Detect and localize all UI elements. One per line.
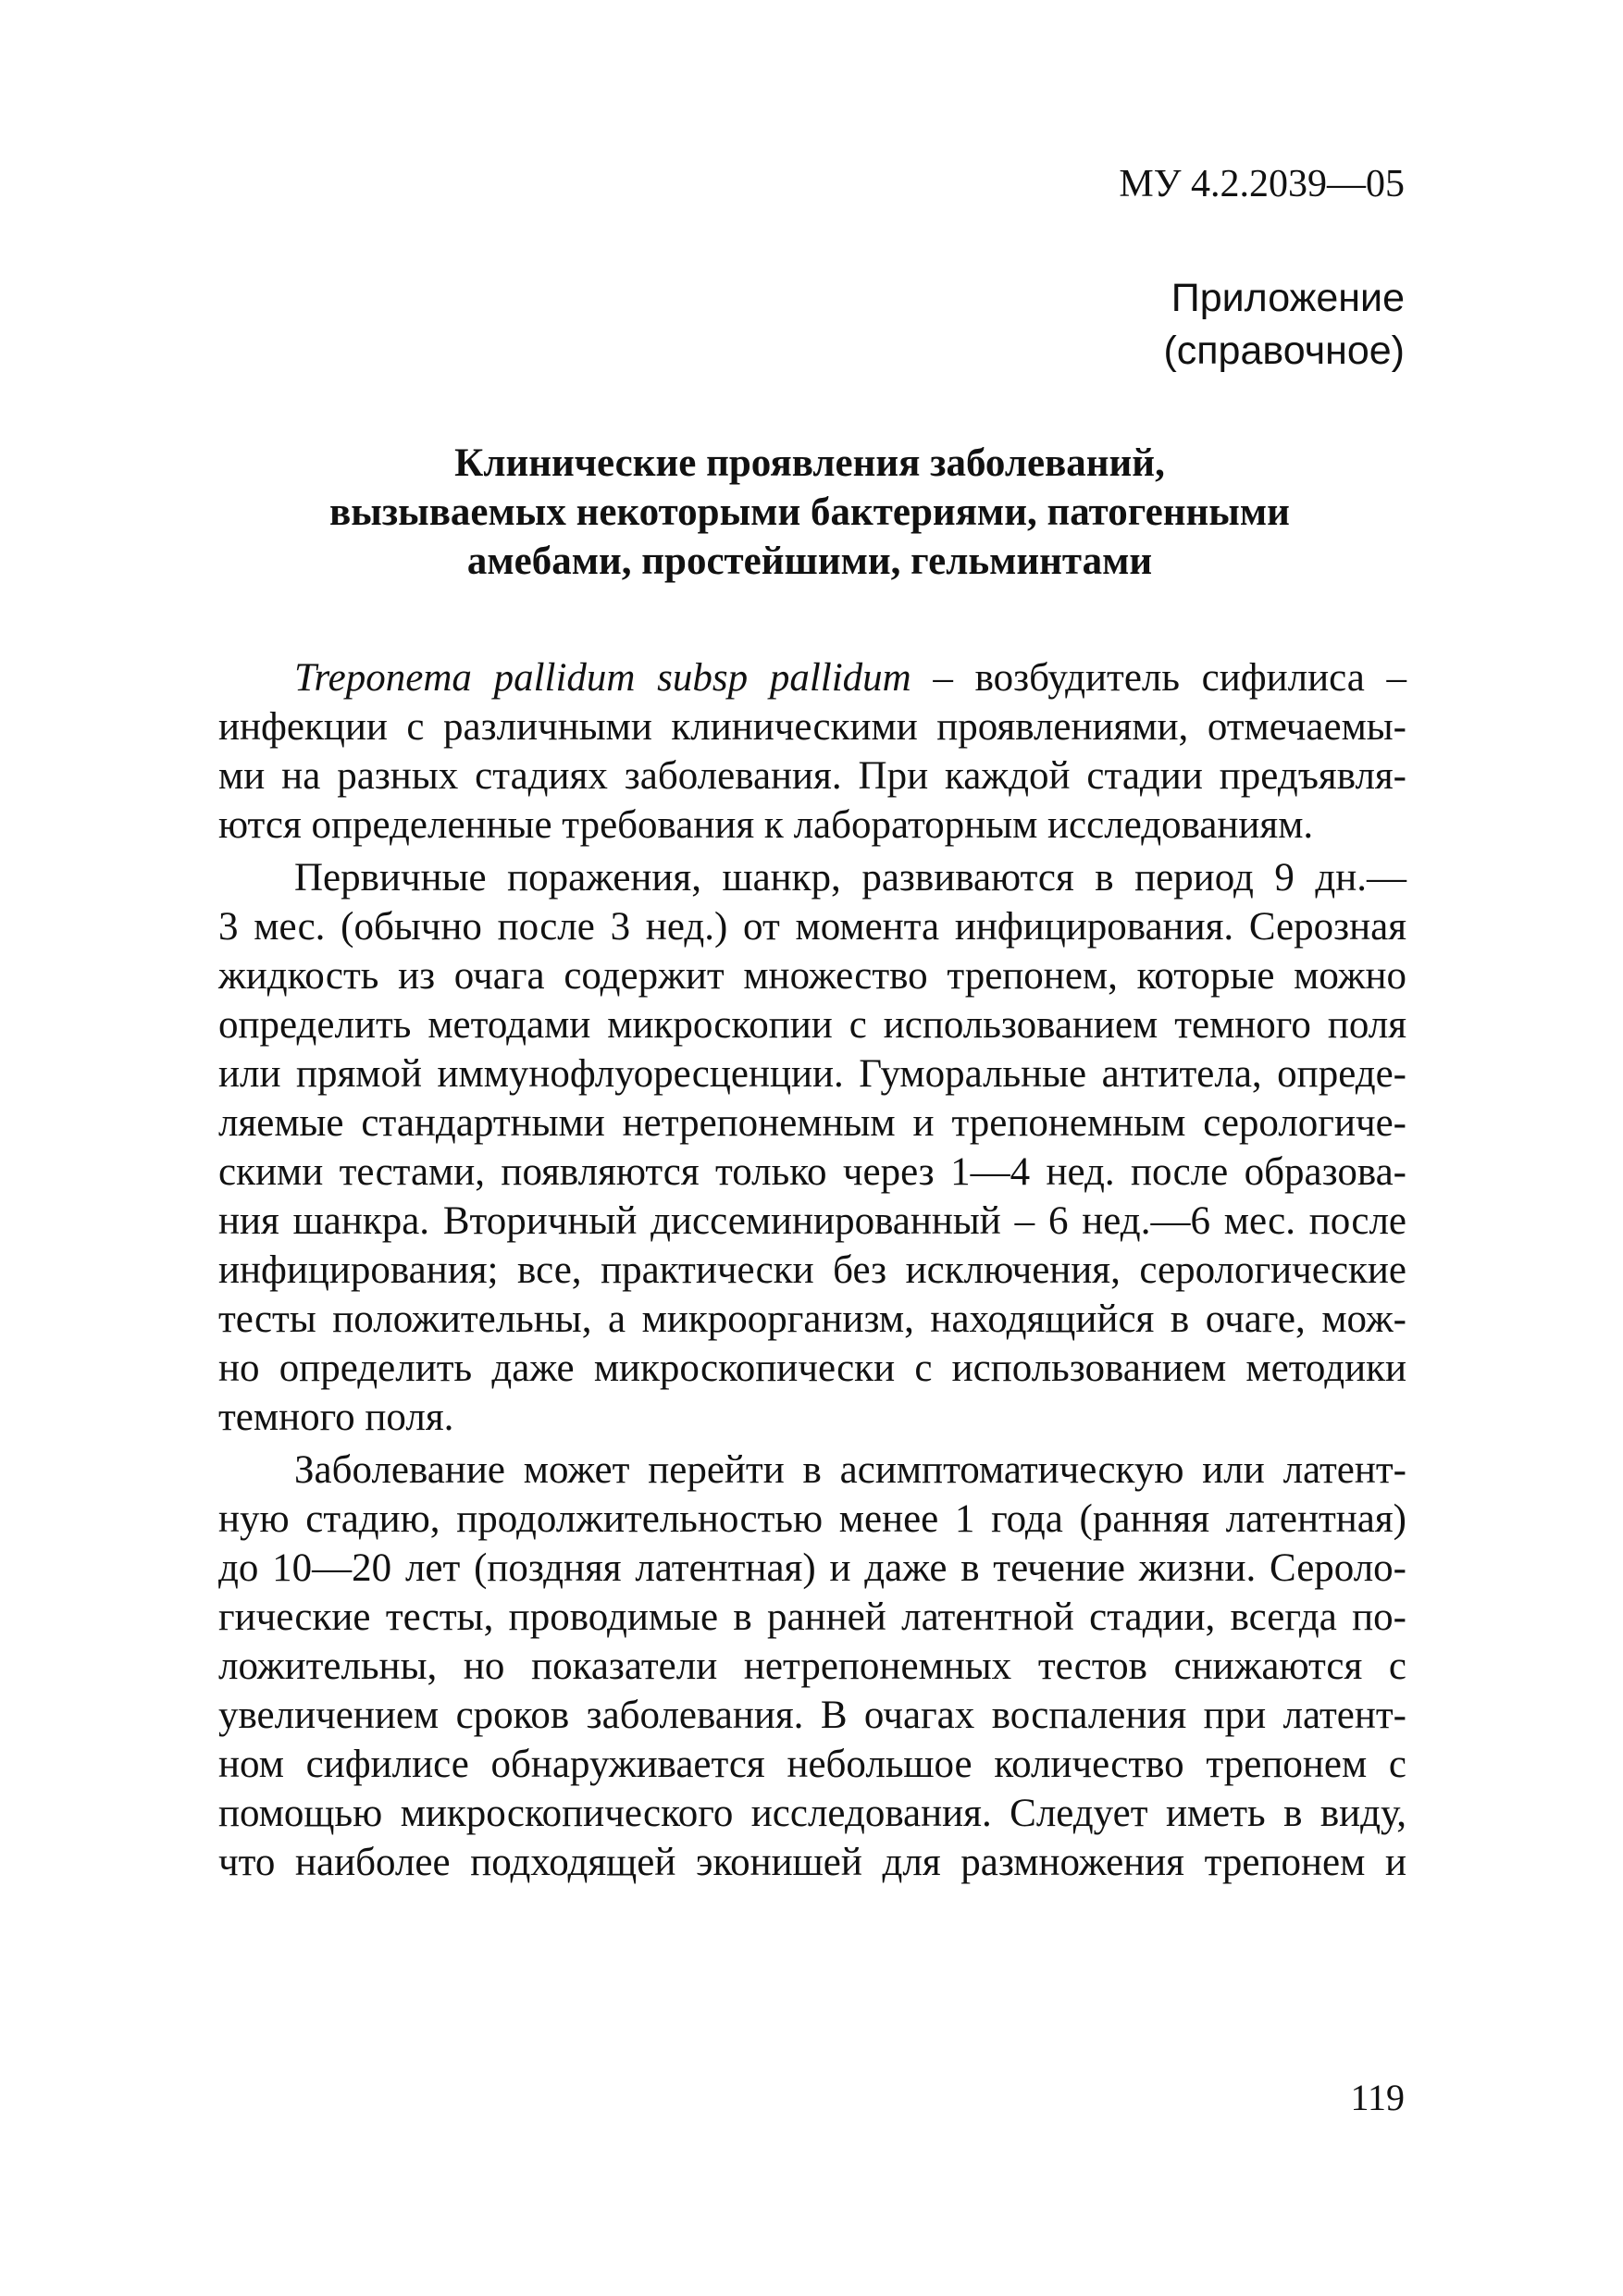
text-line: помощью микроскопического исследования. Следует иметь в виду, [218,1792,1406,1835]
section-title-line: амебами, простейшими, гельминтами [466,540,1153,583]
appendix-label [1163,272,1405,378]
text-line: ются определенные требования к лабораторным исследованиям. [218,803,1314,847]
text-line: Первичные поражения, шанкр, развиваются в период 9 дн.— [294,856,1406,900]
text-line: Заболевание может перейти в асимптоматическую или латент- [294,1448,1406,1492]
text-line: инфицирования; все, практически без исключения, серологические [218,1248,1406,1292]
section-title-line: Клинические проявления заболеваний, [454,441,1165,485]
page-number: 119 [1350,2077,1405,2118]
appendix-type-line: (справочное) [1163,329,1405,373]
text-line: тесты положительны, а микроорганизм, находящийся в очаге, мож- [218,1297,1406,1341]
text-line: что наиболее подходящей эконишей для размножения трепонем и [218,1841,1406,1884]
text-line: 3 мес. (обычно после 3 нед.) от момента инфицирования. Серозная [218,905,1406,949]
text-line: инфекции с различными клиническими проявлениями, отмечаемы- [218,705,1406,749]
text-line: темного поля. [218,1396,454,1439]
document-code: МУ 4.2.2039—05 [1119,163,1405,205]
text-line: скими тестами, появляются только через 1—4 нед. после образова- [218,1150,1406,1194]
appendix-label-line: Приложение [1171,276,1405,320]
text-line: жидкость из очага содержит множество трепонем, которые можно [218,954,1406,998]
paragraph [218,653,1406,850]
text-line: до 10—20 лет (поздняя латентная) и даже в течение жизни. Сероло- [218,1546,1406,1590]
text-line: или прямой иммунофлуоресценции. Гуморальные антитела, опреде- [218,1052,1406,1096]
text-line: ном сифилисе обнаруживается небольшое количество трепонем с [218,1743,1406,1786]
text-line: ную стадию, продолжительностью менее 1 года (ранняя латентная) [218,1497,1406,1541]
text-line: но определить даже микроскопически с использованием методики [218,1347,1406,1390]
text-line: ложительны, но показатели нетрепонемных тестов снижаются с [218,1644,1406,1688]
text-line: определить методами микроскопии с использованием темного поля [218,1003,1406,1047]
text-fragment: – возбудитель сифилиса – [911,656,1406,700]
text-line: увеличением сроков заболевания. В очагах воспаления при латент- [218,1694,1406,1737]
text-line: ния шанкра. Вторичный диссеминированный – 6 нед.—6 мес. после [218,1199,1406,1243]
latin-species-name: Treponema pallidum subsp pallidum [294,656,911,700]
text-line [218,653,1406,702]
text-line: ляемые стандартными нетрепонемным и трепонемным серологиче- [218,1101,1406,1145]
body-text [218,653,1406,1887]
text-line: ми на разных стадиях заболевания. При каждой стадии предъявля- [218,754,1406,798]
paragraph [218,853,1406,1442]
section-title [213,439,1406,586]
text-line: гические тесты, проводимые в ранней латентной стадии, всегда по- [218,1595,1406,1639]
paragraph [218,1446,1406,1887]
section-title-line: вызываемых некоторыми бактериями, патогенными [329,490,1290,534]
